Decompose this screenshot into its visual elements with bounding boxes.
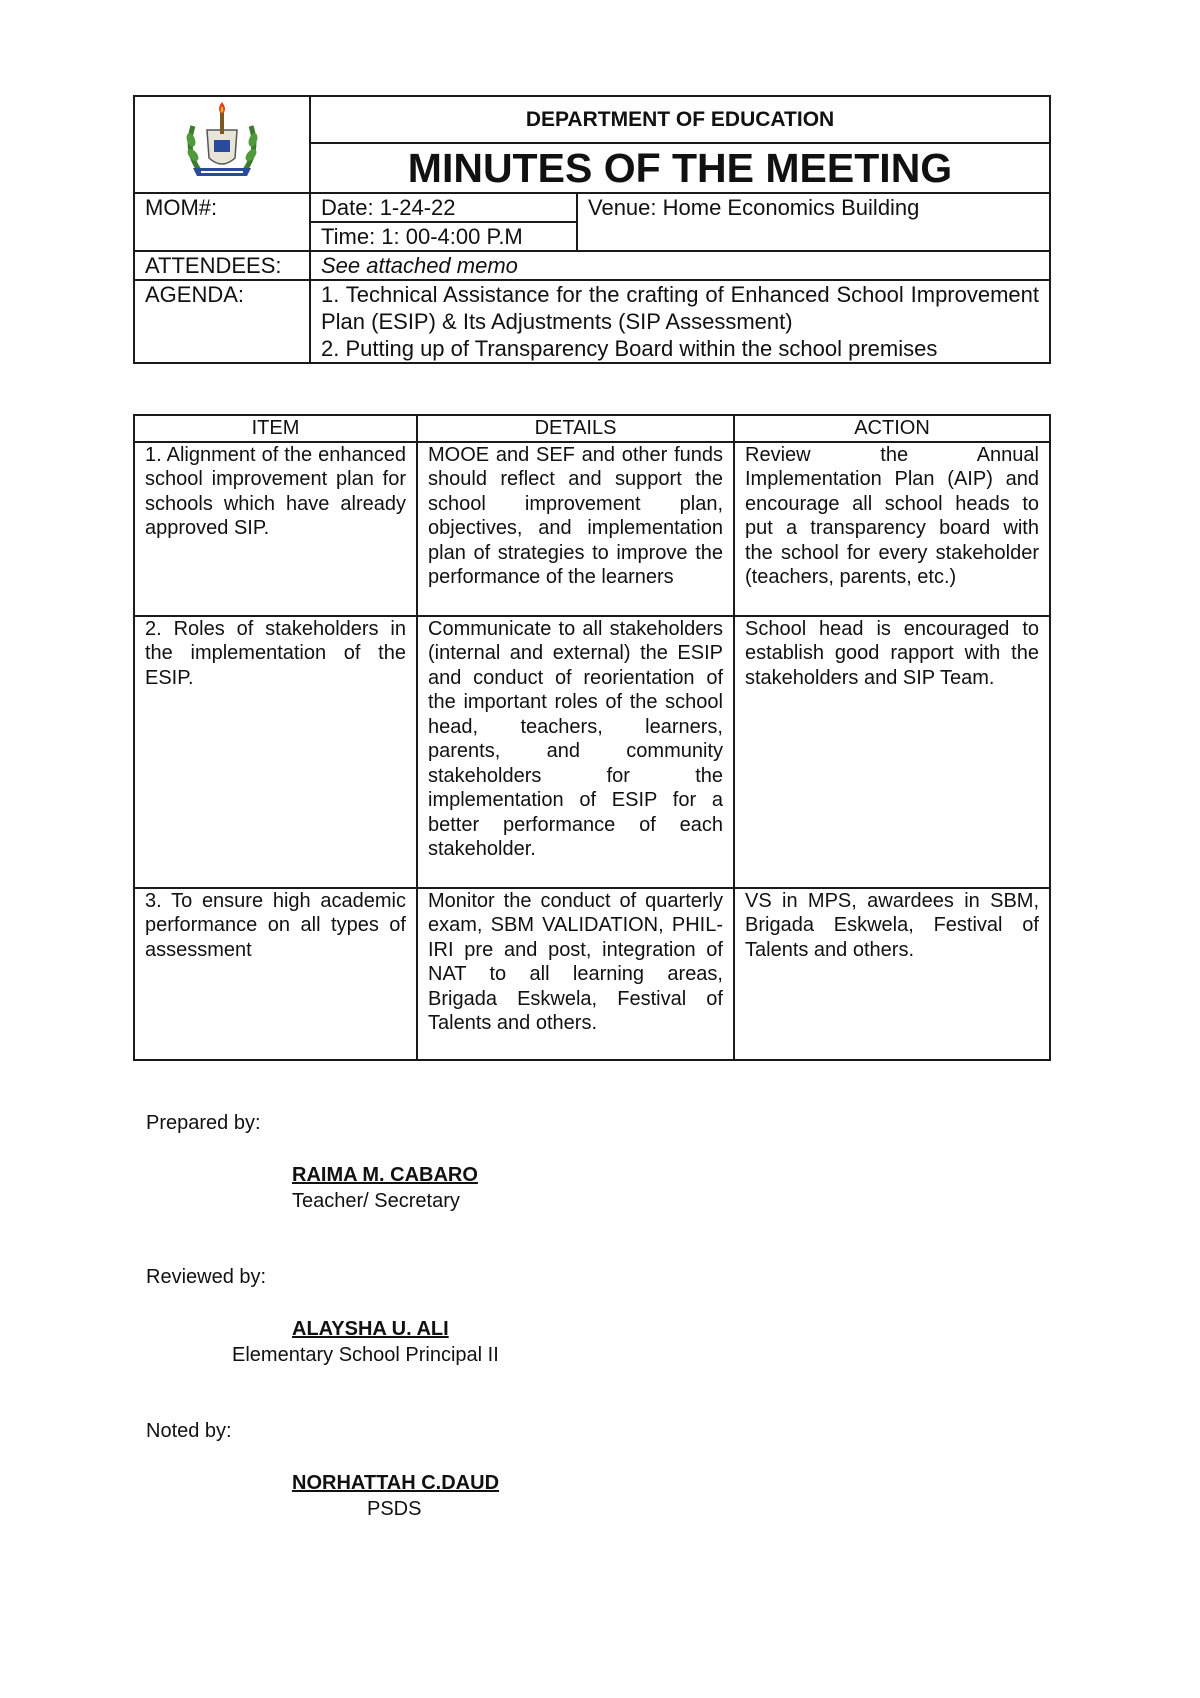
agenda-list (310, 280, 1050, 363)
meeting-date: Date: 1-24-22 (310, 193, 577, 222)
reviewed-by-label: Reviewed by: (146, 1266, 267, 1288)
noted-by-title: PSDS (367, 1498, 422, 1520)
reviewed-by-name: ALAYSHA U. ALI (292, 1318, 449, 1340)
department-name: DEPARTMENT OF EDUCATION (310, 96, 1050, 143)
agenda-item: 1. Technical Assistance for the crafting of Enhanced School Improvement Plan (ESIP) & Its Adjustments (SIP Assessment) (321, 282, 1040, 334)
action-cell: VS in MPS, awardees in SBM, Brigada Eskwela, Festival of Talents and others. (734, 888, 1050, 1060)
prepared-by-title: Teacher/ Secretary (292, 1190, 460, 1212)
page-title: MINUTES OF THE MEETING (310, 143, 1050, 193)
meeting-items-table (133, 414, 1051, 1061)
prepared-by-name: RAIMA M. CABARO (292, 1164, 478, 1186)
meeting-header-table (133, 95, 1051, 364)
item-cell: 1. Alignment of the enhanced school improvement plan for schools which have already approved SIP. (134, 442, 417, 616)
prepared-by-label: Prepared by: (146, 1112, 261, 1134)
table-row (134, 442, 1050, 616)
meeting-time: Time: 1: 00-4:00 P.M (310, 222, 577, 251)
reviewed-by-title: Elementary School Principal II (232, 1344, 499, 1366)
details-cell: Monitor the conduct of quarterly exam, SBM VALIDATION, PHIL-IRI pre and post, integration of NAT to all learning areas, Brigada Eskwela, Festival of Talents and others. (417, 888, 734, 1060)
action-cell: Review the Annual Implementation Plan (AIP) and encourage all school heads to put a transparency board with the school for every stakeholder (teachers, parents, etc.) (734, 442, 1050, 616)
item-cell: 3. To ensure high academic performance on all types of assessment (134, 888, 417, 1060)
table-row (134, 616, 1050, 888)
column-header-details: DETAILS (417, 415, 734, 442)
details-cell: Communicate to all stakeholders (internal and external) the ESIP and conduct of reorientation of the important roles of the school head, teachers, learners, parents, and community stakeholders for the implementation of ESIP for a better performance of each stakeholder. (417, 616, 734, 888)
deped-seal-logo (179, 100, 265, 184)
logo-cell (134, 96, 310, 193)
attendees-label: ATTENDEES: (134, 251, 310, 280)
item-cell: 2. Roles of stakeholders in the implementation of the ESIP. (134, 616, 417, 888)
agenda-label: AGENDA: (134, 280, 310, 363)
noted-by-label: Noted by: (146, 1420, 232, 1442)
meeting-venue: Venue: Home Economics Building (577, 193, 1050, 251)
attendees-value: See attached memo (310, 251, 1050, 280)
mom-label: MOM#: (134, 193, 310, 251)
details-cell: MOOE and SEF and other funds should reflect and support the school improvement plan, objectives, and implementation plan of strategies to improve the performance of the learners (417, 442, 734, 616)
column-header-action: ACTION (734, 415, 1050, 442)
column-header-item: ITEM (134, 415, 417, 442)
noted-by-name: NORHATTAH C.DAUD (292, 1472, 500, 1494)
table-row (134, 888, 1050, 1060)
action-cell: School head is encouraged to establish good rapport with the stakeholders and SIP Team. (734, 616, 1050, 888)
agenda-item: 2. Putting up of Transparency Board within the school premises (321, 336, 938, 361)
